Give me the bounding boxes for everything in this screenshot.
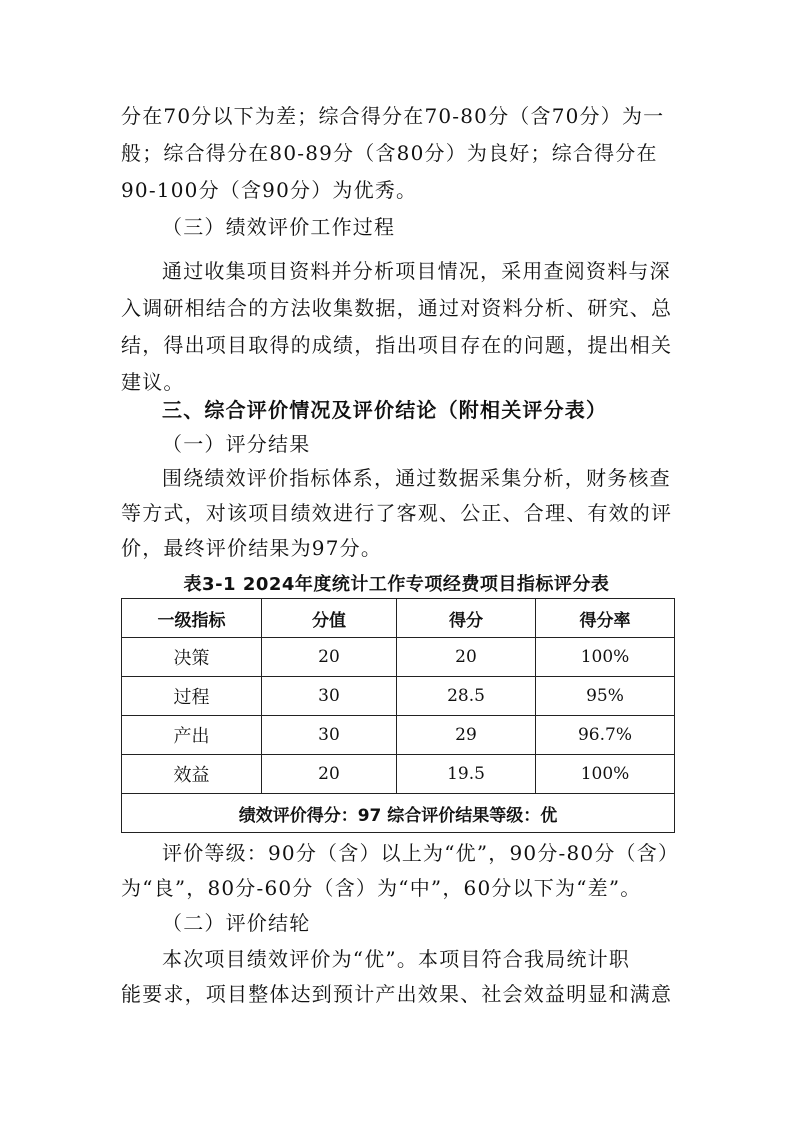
paragraph-line: 入调研相结合的方法收集数据，通过对资料分析、研究、总 [121, 296, 673, 320]
cell-indicator: 过程 [122, 677, 262, 716]
table-caption: 表3-1 2024年度统计工作专项经费项目指标评分表 [183, 574, 610, 595]
cell-indicator: 效益 [122, 755, 262, 794]
paragraph-line: 评价等级：90分（含）以上为“优”，90分-80分（含） [162, 841, 680, 865]
header-cell: 分值 [262, 599, 397, 638]
cell-rate: 100% [536, 638, 675, 677]
cell-indicator: 产出 [122, 716, 262, 755]
paragraph-line: 通过收集项目资料并分析项目情况，采用查阅资料与深 [162, 259, 671, 283]
cell-score: 19.5 [397, 755, 536, 794]
cell-weight: 20 [262, 755, 397, 794]
paragraph-line: 建议。 [121, 370, 185, 394]
paragraph-line: 90-100分（含90分）为优秀。 [121, 178, 418, 202]
cell-score: 29 [397, 716, 536, 755]
paragraph-line: 般；综合得分在80-89分（含80分）为良好；综合得分在 [121, 141, 658, 165]
paragraph-line: 结，得出项目取得的成绩，指出项目存在的问题，提出相关 [121, 333, 673, 357]
subheading-process: （三）绩效评价工作过程 [162, 215, 396, 239]
table-row [122, 677, 675, 716]
cell-rate: 96.7% [536, 716, 675, 755]
header-cell: 一级指标 [122, 599, 262, 638]
paragraph-line: 分在70分以下为差；综合得分在70-80分（含70分）为一 [121, 104, 665, 128]
cell-rate: 100% [536, 755, 675, 794]
paragraph-line: 本次项目绩效评价为“优”。本项目符合我局统计职 [162, 947, 631, 971]
paragraph-line: 为“良”，80分-60分（含）为“中”，60分以下为“差”。 [121, 876, 642, 900]
table-footer-row [122, 794, 675, 833]
section-heading: 三、综合评价情况及评价结论（附相关评分表） [162, 398, 608, 422]
header-cell: 得分率 [536, 599, 675, 638]
total-score-summary: 绩效评价得分：97 综合评价结果等级：优 [122, 794, 675, 833]
cell-indicator: 决策 [122, 638, 262, 677]
table-row [122, 716, 675, 755]
table-header-row [122, 599, 675, 638]
cell-weight: 20 [262, 638, 397, 677]
table-row [122, 755, 675, 794]
cell-score: 28.5 [397, 677, 536, 716]
paragraph-line: 能要求，项目整体达到预计产出效果、社会效益明显和满意 [121, 982, 673, 1006]
paragraph-line: 等方式，对该项目绩效进行了客观、公正、合理、有效的评 [121, 501, 673, 525]
subheading-result: （一）评分结果 [162, 432, 311, 456]
paragraph-line: 价，最终评价结果为97分。 [121, 536, 383, 560]
subheading-conclusion: （二）评价结轮 [162, 911, 311, 935]
cell-weight: 30 [262, 677, 397, 716]
header-cell: 得分 [397, 599, 536, 638]
cell-score: 20 [397, 638, 536, 677]
paragraph-line: 围绕绩效评价指标体系，通过数据采集分析，财务核查 [162, 466, 671, 490]
score-table [121, 598, 675, 833]
table-row [122, 638, 675, 677]
cell-weight: 30 [262, 716, 397, 755]
cell-rate: 95% [536, 677, 675, 716]
